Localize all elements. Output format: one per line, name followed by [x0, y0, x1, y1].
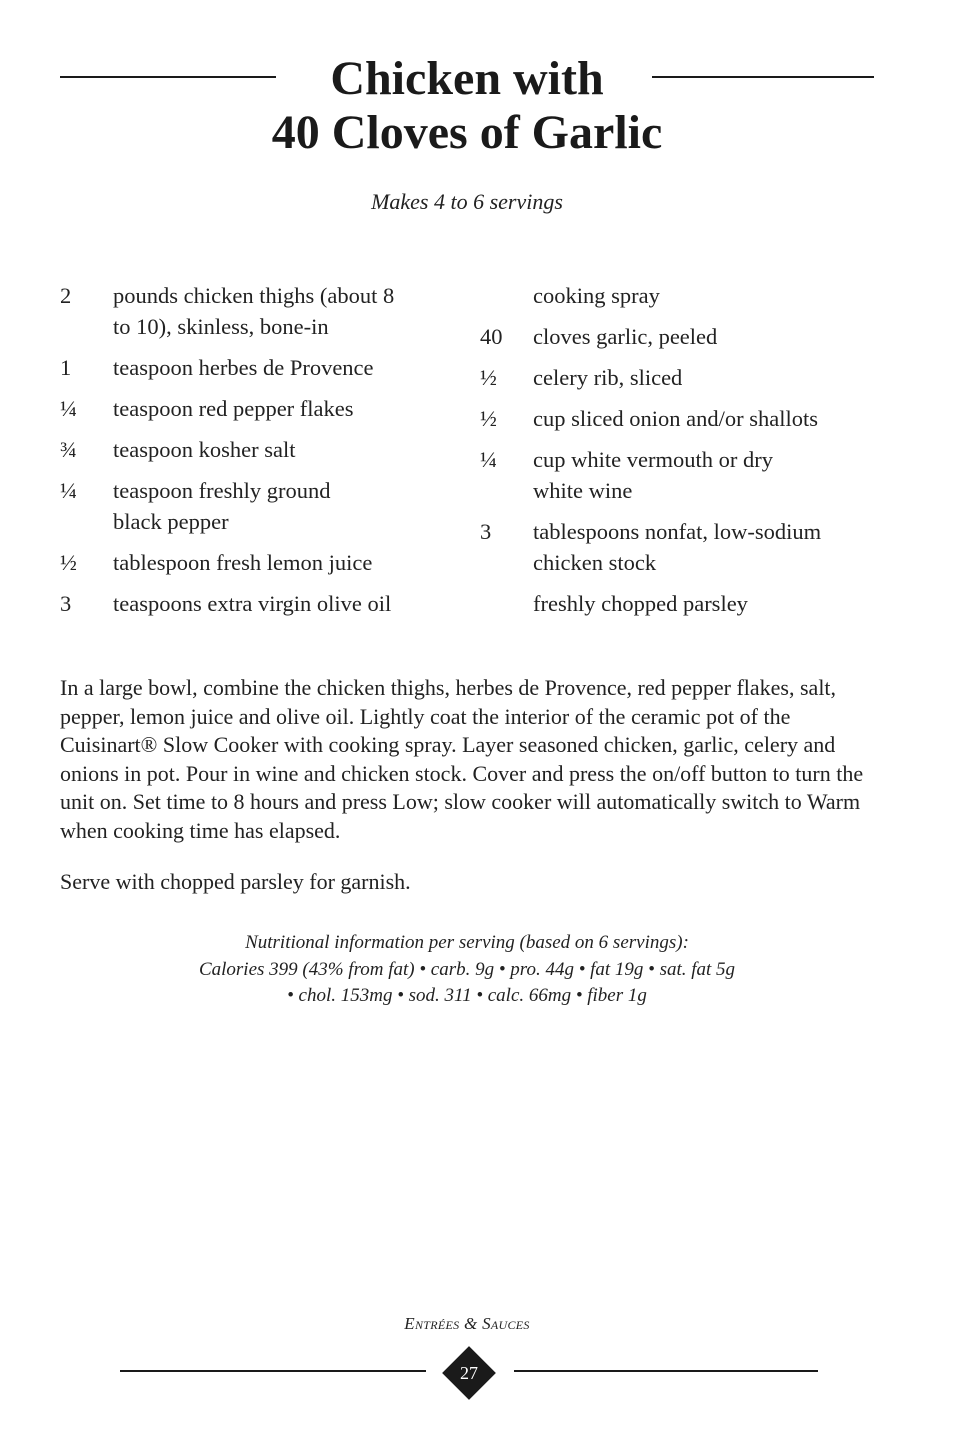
ingredient-qty: 3 [480, 519, 492, 544]
servings-note: Makes 4 to 6 servings [371, 189, 563, 214]
ingredient-item: cup sliced onion and/or shallots [533, 406, 818, 431]
ingredient-item: pounds chicken thighs (about 8 to 10), skinless, bone-in [113, 283, 395, 339]
recipe-title [0, 52, 934, 160]
ingredient-qty: 2 [60, 283, 72, 308]
ingredient-row [480, 321, 900, 352]
ingredient-item: teaspoon freshly ground black pepper [113, 478, 331, 534]
ingredient-row [60, 393, 460, 424]
serving-suggestion: Serve with chopped parsley for garnish. [60, 869, 411, 894]
ingredient-item: teaspoon herbes de Provence [113, 355, 374, 380]
ingredient-item: cooking spray [533, 283, 660, 308]
page-number: 27 [460, 1363, 478, 1383]
ingredient-item: cloves garlic, peeled [533, 324, 718, 349]
ingredient-row [60, 280, 460, 342]
recipe-title-line1: Chicken with [330, 52, 604, 105]
ingredient-item: tablespoon fresh lemon juice [113, 550, 373, 575]
ingredient-row [480, 403, 900, 434]
ingredient-row [480, 362, 900, 393]
ingredient-item: teaspoon kosher salt [113, 437, 296, 462]
ingredient-row [60, 352, 460, 383]
ingredient-qty: ½ [480, 406, 497, 431]
ingredient-item: tablespoons nonfat, low-sodium chicken stock [533, 519, 822, 575]
ingredient-item: cup white vermouth or dry white wine [533, 447, 773, 503]
ingredient-item: teaspoons extra virgin olive oil [113, 591, 392, 616]
nutrition-heading: Nutritional information per serving (based on 6 servings): [245, 932, 689, 953]
ingredient-qty: ½ [60, 550, 77, 575]
section-name: Entrées & Sauces [404, 1314, 530, 1333]
ingredient-qty [480, 280, 533, 311]
ingredient-qty: ¼ [480, 447, 497, 472]
ingredient-item: freshly chopped parsley [533, 591, 748, 616]
footer-rule-right [514, 1370, 818, 1372]
ingredient-item: teaspoon red pepper flakes [113, 396, 354, 421]
nutrition-line: • chol. 153mg • sod. 311 • calc. 66mg • fiber 1g [287, 985, 647, 1006]
ingredient-row [480, 516, 900, 578]
nutrition-info [0, 930, 934, 1010]
nutrition-line: Calories 399 (43% from fat) • carb. 9g • pro. 44g • fat 19g • sat. fat 5g [198, 958, 736, 980]
footer-rule-left [120, 1370, 426, 1372]
ingredient-qty: 3 [60, 591, 72, 616]
ingredient-row [60, 588, 460, 619]
recipe-title-line2: 40 Cloves of Garlic [271, 106, 663, 159]
ingredient-qty: ¼ [60, 478, 77, 503]
ingredient-qty: ¼ [60, 396, 77, 421]
ingredient-row [60, 547, 460, 578]
ingredient-qty [480, 588, 533, 619]
ingredient-qty: 1 [60, 355, 72, 380]
ingredients-left-column [60, 280, 460, 629]
instructions-paragraph: In a large bowl, combine the chicken thighs, herbes de Provence, red pepper flakes, salt, pepper, lemon juice and olive oil. Lightly coat the interior of the ceramic pot of the Cuisinart® Slow Cooker with cooking spray. Layer seasoned chicken, garlic, celery and onions in pot. Pour in wine and chicken stock. Cover and press the on/off button to turn the unit on. Set time to 8 hours and press Low; slow cooker will automatically switch to Warm when cooking time has elapsed. [60, 675, 864, 843]
ingredient-row [480, 588, 900, 619]
ingredients-right-column [480, 280, 900, 629]
ingredient-item: celery rib, sliced [533, 365, 683, 390]
ingredient-qty: ½ [480, 365, 497, 390]
ingredient-row [60, 475, 460, 537]
ingredient-qty: 40 [480, 324, 503, 349]
ingredient-qty: ¾ [60, 437, 77, 462]
ingredient-row [60, 434, 460, 465]
ingredient-row [480, 280, 900, 311]
ingredient-row [480, 444, 900, 506]
